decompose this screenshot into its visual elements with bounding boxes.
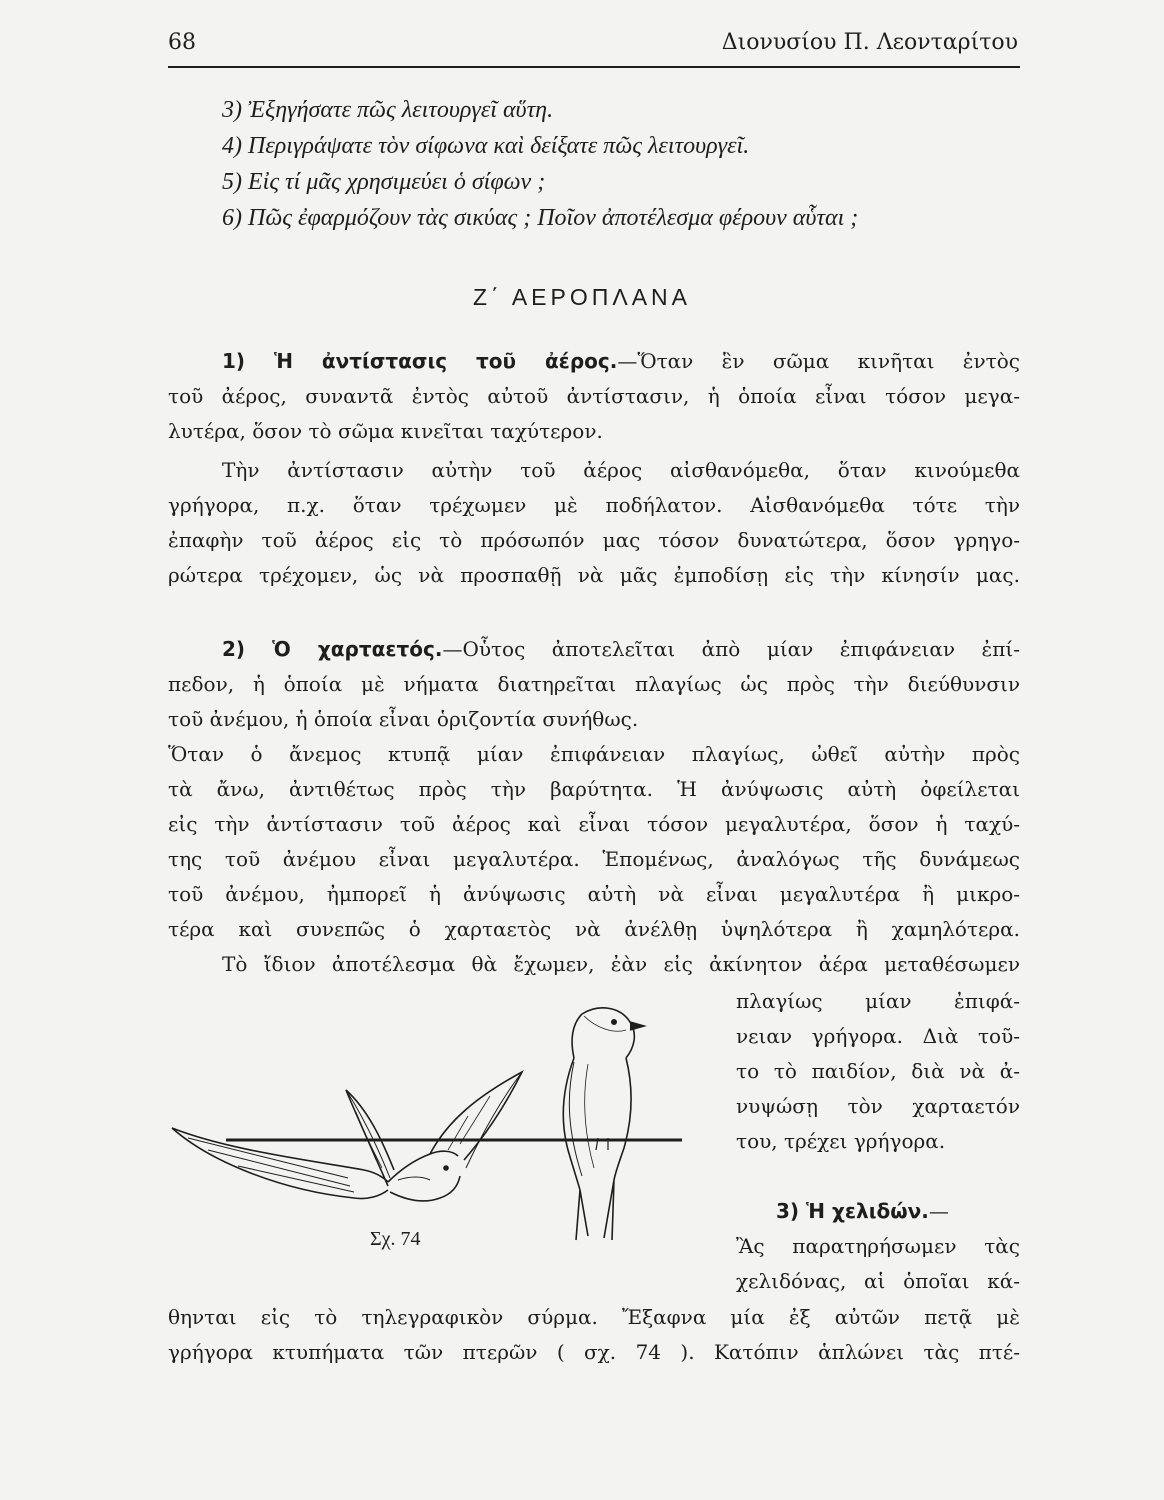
side-line: χελιδόνας, αἱ ὁποῖαι κά-: [736, 1269, 1020, 1293]
section-swallow: [168, 1300, 1020, 1370]
kite-side-text: [736, 984, 1020, 1159]
swallows-illustration: [168, 1000, 728, 1260]
paragraph-line: της τοῦ ἀνέμου εἶναι μεγαλυτέρα. Ἑπομένως, ἀναλόγως τῆς δυνάμεως: [168, 847, 1020, 871]
side-line: πλαγίως μίαν ἐπιφά-: [736, 989, 1020, 1013]
paragraph-line: εἰς τὴν ἀντίστασιν τοῦ ἀέρος καὶ εἶναι τόσον μεγαλυτέρα, ὅσον ἡ ταχύ-: [168, 812, 1020, 836]
figure-swallows: [168, 1000, 728, 1260]
paragraph-line: θηνται εἰς τὸ τηλεγραφικὸν σύρμα. Ἔξαφνα μία ἐξ αὐτῶν πετᾷ μὲ: [168, 1305, 1020, 1329]
paragraph-line: τέρα καὶ συνεπῶς ὁ χαρταετὸς νὰ ἀνέλθῃ ὑψηλότερα ἢ χαμηλότερα.: [168, 917, 1020, 941]
section-title: Ζ΄ ΑΕΡΟΠΛΑΝΑ: [472, 284, 691, 310]
side-line: νειαν γρήγορα. Διὰ τοῦ-: [736, 1024, 1020, 1048]
swallow-side-text: [736, 1194, 1020, 1299]
question-3: 3) Ἐξηγήσατε πῶς λειτουργεῖ αὕτη.: [222, 97, 554, 123]
running-head: Διονυσίου Π. Λεονταρίτου: [721, 30, 1018, 55]
paragraph-line: τοῦ ἀνέμου, ἠμπορεῖ ἡ ἀνύψωσις αὐτὴ νὰ εἶναι μεγαλυτέρα ἢ μικρο-: [168, 882, 1020, 906]
header-rule: [168, 66, 1020, 68]
paragraph-line: 2) Ὁ χαρταετός.—Οὗτος ἀποτελεῖται ἀπὸ μίαν ἐπιφάνειαν ἐπί-: [222, 637, 1021, 661]
paragraph-line: Ὅταν ὁ ἄνεμος κτυπᾷ μίαν ἐπιφάνειαν πλαγίως, ὠθεῖ αὐτὴν πρὸς: [168, 742, 1020, 766]
page-header: [168, 24, 1018, 64]
flying-swallow: [172, 1072, 522, 1201]
side-line: 3) Ἡ χελιδών.—: [776, 1199, 949, 1223]
paragraph-line: πεδον, ἡ ὁποία μὲ νήματα διατηρεῖται πλαγίως ὡς πρὸς τὴν διεύθυνσιν: [168, 672, 1020, 696]
paragraph-line: γρήγορα, π.χ. ὅταν τρέχωμεν μὲ ποδήλατον. Αἰσθανόμεθα τότε τὴν: [168, 493, 1020, 517]
paragraph-line: γρήγορα κτυπήματα τῶν πτερῶν ( σχ. 74 ). Κατόπιν ἁπλώνει τὰς πτέ-: [168, 1340, 1020, 1364]
side-line: Ἂς παρατηρήσωμεν τὰς: [736, 1234, 1020, 1258]
paragraph-line: τὰ ἄνω, ἀντιθέτως πρὸς τὴν βαρύτητα. Ἡ ἀνύψωσις αὐτὴ ὀφείλεται: [168, 777, 1020, 801]
perched-swallow: [563, 1008, 644, 1240]
question-4: 4) Περιγράψατε τὸν σίφωνα καὶ δείξατε πῶς λειτουργεῖ.: [222, 133, 750, 159]
paragraph-line: ἐπαφὴν τοῦ ἀέρος εἰς τὸ πρόσωπόν μας τόσον δυνατώτερα, ὅσον γρηγο-: [168, 528, 1020, 552]
section-heading-3: 3) Ἡ χελιδών.: [776, 1199, 929, 1223]
paragraph-line: Τὴν ἀντίστασιν αὐτὴν τοῦ ἀέρος αἰσθανόμεθα, ὅταν κινούμεθα: [222, 458, 1020, 482]
section-heading-2: 2) Ὁ χαρταετός.: [222, 637, 443, 661]
side-line: του, τρέχει γρήγορα.: [736, 1129, 946, 1153]
section-heading-1: 1) Ἡ ἀντίστασις τοῦ ἀέρος.: [222, 349, 618, 373]
page-number: 68: [168, 30, 196, 55]
paragraph-line: 1) Ἡ ἀντίστασις τοῦ ἀέρος.—Ὅταν ἓν σῶμα κινῆται ἐντὸς: [222, 349, 1020, 373]
paragraph-line: ρώτερα τρέχομεν, ὡς νὰ προσπαθῇ νὰ μᾶς ἐμποδίσῃ εἰς τὴν κίνησίν μας.: [168, 563, 1020, 587]
paragraph-line: λυτέρα, ὅσον τὸ σῶμα κινεῖται ταχύτερον.: [168, 419, 603, 443]
paragraph-line: τοῦ ἀέρος, συναντᾶ ἐντὸς αὐτοῦ ἀντίστασιν, ἡ ὁποία εἶναι τόσον μεγα-: [168, 384, 1020, 408]
side-line: το τὸ παιδίον, διὰ νὰ ἀ-: [736, 1059, 1020, 1083]
paragraph-line: Τὸ ἴδιον ἀποτέλεσμα θὰ ἔχωμεν, ἐὰν εἰς ἀκίνητον ἀέρα μεταθέσωμεν: [222, 952, 1020, 976]
paragraph-line: τοῦ ἀνέμου, ἡ ὁποία εἶναι ὁριζοντία συνήθως.: [168, 707, 639, 731]
review-questions: [222, 92, 1022, 236]
section-air-resistance: [168, 344, 1020, 593]
figure-caption: Σχ. 74: [370, 1228, 421, 1250]
question-5: 5) Εἰς τί μᾶς χρησιμεύει ὁ σίφων ;: [222, 169, 546, 195]
question-6: 6) Πῶς ἐφαρμόζουν τὰς σικύας ; Ποῖον ἀποτέλεσμα φέρουν αὗται ;: [222, 205, 859, 231]
side-line: νυψώσῃ τὸν χαρταετόν: [736, 1094, 1020, 1118]
section-kite: [168, 632, 1020, 982]
